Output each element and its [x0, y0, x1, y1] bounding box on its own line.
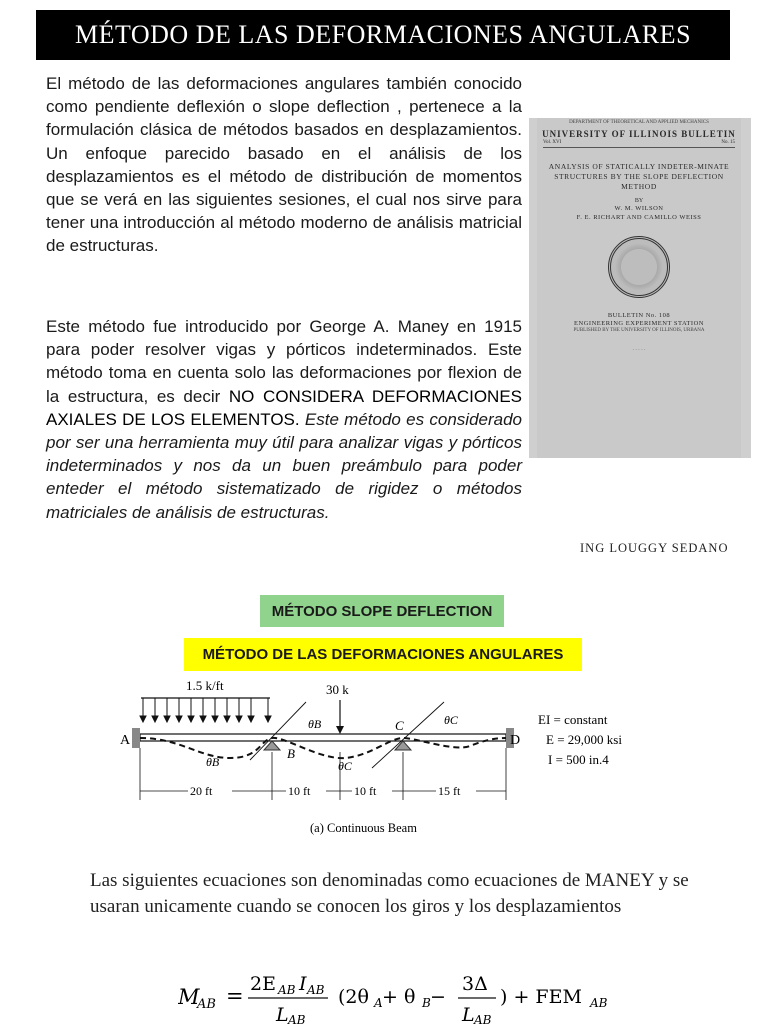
- point-load-arrowhead: [336, 726, 344, 734]
- author-caption: ING LOUGGY SEDANO: [580, 541, 729, 555]
- page-title-bar: [36, 10, 730, 60]
- formula-paren-sub: A: [374, 996, 383, 1010]
- formula-frac2-num: 3Δ: [462, 973, 488, 995]
- paragraph-2-text: Este método fue introducido por George A. Maney en 1915 para poder resolver vigas y pórticos indeterminados. Este método toma en cuenta solo las deformaciones por flexion de la estructura, es decir: [46, 317, 522, 406]
- support-b: [264, 741, 280, 750]
- formula-plus-sub: B: [422, 996, 431, 1010]
- formula-num: 2E: [250, 973, 276, 995]
- formula-plus-theta: + θ: [382, 986, 416, 1008]
- cover-author-2: F. E. RICHART AND CAMILLO WEISS: [576, 214, 702, 221]
- theta-b-top: θB: [308, 717, 322, 731]
- formula-tail-sub: AB: [590, 996, 608, 1010]
- formula-num-i: I: [299, 973, 307, 995]
- distributed-load-label: 1.5 k/ft: [186, 680, 224, 693]
- support-c: [395, 741, 411, 750]
- paragraph-2-emphasis: NO CONSIDERA DEFORMACIONES AXIALES DE LOS ELEMENTOS.: [46, 386, 522, 429]
- formula-paren: (2θ: [338, 986, 369, 1008]
- formula-lhs-sub: AB: [197, 997, 216, 1012]
- distributed-load-arrows: [140, 698, 271, 722]
- formula-den: L: [276, 1004, 289, 1024]
- formula-num-sub2: AB: [307, 983, 325, 997]
- formula-tail: ) + FEM: [500, 986, 582, 1008]
- maney-formula: [178, 968, 618, 1029]
- ei-label: EI = constant: [538, 712, 608, 727]
- formula-lhs: M: [178, 985, 200, 1009]
- maney-formula-svg: [178, 968, 618, 1024]
- university-seal-icon: [608, 236, 670, 298]
- cover-title: ANALYSIS OF STATICALLY INDETER-MINATE STRUCTURES BY THE SLOPE DEFLECTION METHOD: [548, 162, 730, 191]
- paragraph-2-italic: Este método es considerado por ser una herramienta muy útil para analizar vigas y pórticos indeterminados y nos da un buen preámbulo para poder enteder el método sistematizado de rigidez o métodos matriciales de análisis de estructuras.: [46, 409, 523, 522]
- rotation-line-b: [250, 702, 306, 760]
- node-c: C: [395, 718, 404, 733]
- continuous-beam-diagram: [110, 680, 630, 845]
- diagram-caption: (a) Continuous Beam: [310, 821, 417, 835]
- intro-paragraph-1: El método de las deformaciones angulares también conocido como pendiente deflexión o slope deflection , pertenece a la formulación clásica de métodos basados en desplazamientos. Un enfoque parecido basado en el análisis de los desplazamientos es el método de distribución de momentos que se verá en las siguientes sesiones, el cual nos sirve para tener una introducción al método moderno de análisis matricial de estructuras.: [46, 74, 522, 256]
- cover-station: ENGINEERING EXPERIMENT STATION: [574, 320, 704, 327]
- cover-university: UNIVERSITY OF ILLINOIS BULLETIN: [542, 129, 736, 139]
- page-title: MÉTODO DE LAS DEFORMACIONES ANGULARES: [74, 20, 692, 49]
- cover-footer: · · · · ·: [632, 348, 646, 353]
- cover-divider: [543, 147, 735, 148]
- cover-published: PUBLISHED BY THE UNIVERSITY OF ILLINOIS, URBANA: [573, 328, 705, 333]
- e-label: E = 29,000 ksi: [546, 732, 622, 747]
- theta-c-bottom: θC: [338, 759, 352, 773]
- deformaciones-angulares-label-text: MÉTODO DE LAS DEFORMACIONES ANGULARES: [202, 646, 564, 663]
- i-label: I = 500 in.4: [548, 752, 609, 767]
- formula-minus: −: [430, 986, 446, 1008]
- slope-deflection-label: [260, 595, 504, 627]
- equations-intro-text: Las siguientes ecuaciones son denominadas como ecuaciones de MANEY y se usaran unicamente cuando se conocen los giros y los desplazamientos: [90, 870, 689, 917]
- formula-frac2-den: L: [462, 1004, 475, 1024]
- cover-author-1: W. M. WILSON: [614, 205, 664, 212]
- formula-den-sub: AB: [288, 1013, 306, 1024]
- fixed-support-a: [132, 728, 140, 748]
- intro-paragraph-2: [46, 315, 522, 524]
- dim-2: 10 ft: [288, 784, 311, 798]
- bulletin-cover-image: [529, 118, 751, 458]
- cover-by: BY: [634, 198, 644, 204]
- beam: [140, 734, 506, 741]
- slope-deflection-label-text: MÉTODO SLOPE DEFLECTION: [271, 602, 493, 620]
- cover-vol: Vol. XVI: [543, 140, 562, 145]
- dim-1: 20 ft: [190, 784, 213, 798]
- theta-b-bottom: θB: [206, 755, 220, 769]
- cover-header-small: DEPARTMENT OF THEORETICAL AND APPLIED MECHANICS: [569, 120, 709, 125]
- point-load-label: 30 k: [326, 682, 349, 697]
- node-a: A: [120, 733, 131, 748]
- theta-c-top: θC: [444, 713, 458, 727]
- node-b: B: [287, 746, 295, 761]
- dim-4: 15 ft: [438, 784, 461, 798]
- deformaciones-angulares-label: [184, 638, 582, 671]
- formula-equals: =: [226, 984, 244, 1008]
- formula-num-sub1: AB: [278, 983, 296, 997]
- cover-bulletin: BULLETIN No. 108: [607, 312, 671, 319]
- node-d: D: [510, 733, 521, 748]
- cover-no: No. 15: [721, 140, 735, 145]
- dim-3: 10 ft: [354, 784, 377, 798]
- formula-frac2-den-sub: AB: [474, 1013, 492, 1024]
